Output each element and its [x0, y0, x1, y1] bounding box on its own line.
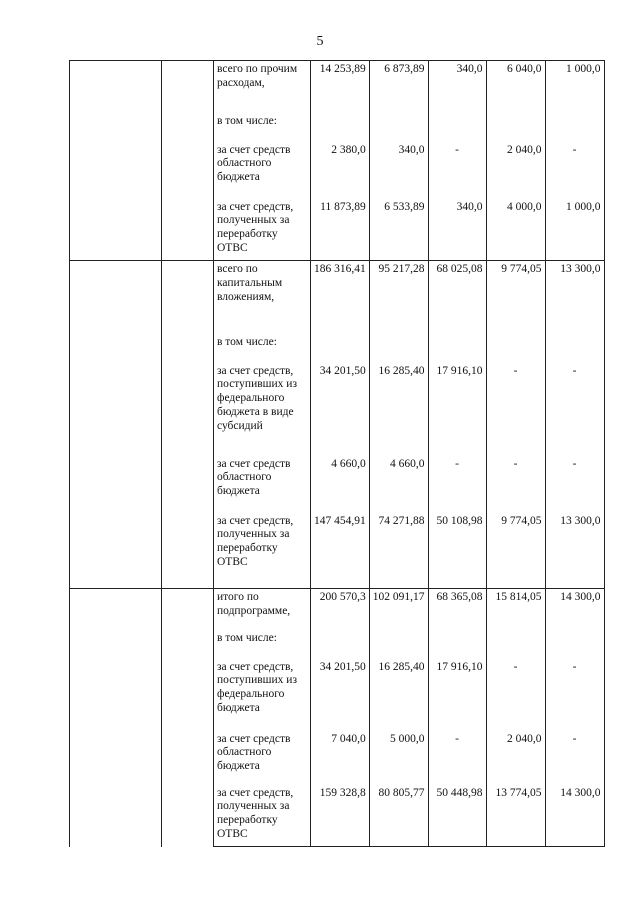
- year-1-value-cell: 5 000,0: [369, 731, 428, 785]
- year-2-value-cell: 17 916,10: [428, 659, 486, 731]
- year-4-value-cell: 14 300,0: [545, 589, 604, 630]
- total-value-cell: 34 201,50: [311, 659, 370, 731]
- year-1-value-cell: [369, 630, 428, 659]
- year-2-value-cell: [428, 630, 486, 659]
- row-label: за счет средств областного бюджета: [214, 731, 311, 785]
- year-4-value-cell: [545, 630, 604, 659]
- year-4-value-cell: 14 300,0: [545, 785, 604, 847]
- year-2-value-cell: 17 916,10: [428, 363, 486, 456]
- total-value-cell: 2 380,0: [311, 142, 370, 199]
- year-4-value-cell: 1 000,0: [545, 199, 604, 261]
- year-1-value-cell: 95 217,28: [369, 261, 428, 334]
- total-value-cell: 147 454,91: [311, 513, 370, 589]
- row-label: в том числе:: [214, 630, 311, 659]
- year-3-value-cell: 13 774,05: [486, 785, 545, 847]
- program-name-cell: [70, 61, 162, 261]
- year-4-value-cell: 1 000,0: [545, 61, 604, 113]
- year-2-value-cell: 340,0: [428, 199, 486, 261]
- table-body: [70, 61, 605, 847]
- total-value-cell: 34 201,50: [311, 363, 370, 456]
- total-value-cell: 7 040,0: [311, 731, 370, 785]
- program-name-cell: [70, 261, 162, 589]
- year-1-value-cell: [369, 334, 428, 363]
- year-2-value-cell: -: [428, 731, 486, 785]
- row-label: в том числе:: [214, 334, 311, 363]
- year-3-value-cell: 2 040,0: [486, 731, 545, 785]
- year-2-value-cell: 68 365,08: [428, 589, 486, 630]
- total-value-cell: [311, 630, 370, 659]
- row-label: за счет средств, полученных за переработку ОТВС: [214, 785, 311, 847]
- year-1-value-cell: 80 805,77: [369, 785, 428, 847]
- row-label: всего по прочим расходам,: [214, 61, 311, 113]
- year-4-value-cell: -: [545, 456, 604, 513]
- row-label: итого по подпрограмме,: [214, 589, 311, 630]
- year-2-value-cell: 340,0: [428, 61, 486, 113]
- row-label: в том числе:: [214, 113, 311, 142]
- executor-cell: [162, 61, 214, 261]
- year-3-value-cell: 9 774,05: [486, 513, 545, 589]
- year-3-value-cell: 2 040,0: [486, 142, 545, 199]
- year-2-value-cell: 50 448,98: [428, 785, 486, 847]
- executor-cell: [162, 589, 214, 847]
- table-row: [70, 589, 605, 630]
- table-row: [70, 261, 605, 334]
- year-1-value-cell: 6 873,89: [369, 61, 428, 113]
- year-4-value-cell: -: [545, 659, 604, 731]
- year-1-value-cell: 102 091,17: [369, 589, 428, 630]
- year-4-value-cell: -: [545, 731, 604, 785]
- row-label: за счет средств областного бюджета: [214, 142, 311, 199]
- year-2-value-cell: -: [428, 456, 486, 513]
- page-number: 5: [316, 34, 324, 49]
- total-value-cell: 186 316,41: [311, 261, 370, 334]
- year-2-value-cell: -: [428, 142, 486, 199]
- year-3-value-cell: 9 774,05: [486, 261, 545, 334]
- program-name-cell: [70, 589, 162, 847]
- year-1-value-cell: 6 533,89: [369, 199, 428, 261]
- row-label: всего по капитальным вложениям,: [214, 261, 311, 334]
- year-1-value-cell: 16 285,40: [369, 659, 428, 731]
- total-value-cell: 200 570,3: [311, 589, 370, 630]
- year-3-value-cell: 6 040,0: [486, 61, 545, 113]
- total-value-cell: 159 328,8: [311, 785, 370, 847]
- row-label: за счет средств, поступивших из федерального бюджета: [214, 659, 311, 731]
- year-1-value-cell: 340,0: [369, 142, 428, 199]
- year-3-value-cell: [486, 334, 545, 363]
- year-1-value-cell: 4 660,0: [369, 456, 428, 513]
- total-value-cell: [311, 334, 370, 363]
- total-value-cell: 14 253,89: [311, 61, 370, 113]
- total-value-cell: 4 660,0: [311, 456, 370, 513]
- year-2-value-cell: [428, 334, 486, 363]
- year-4-value-cell: -: [545, 142, 604, 199]
- year-1-value-cell: 74 271,88: [369, 513, 428, 589]
- year-3-value-cell: -: [486, 363, 545, 456]
- row-label: за счет средств областного бюджета: [214, 456, 311, 513]
- executor-cell: [162, 261, 214, 589]
- total-value-cell: 11 873,89: [311, 199, 370, 261]
- year-2-value-cell: [428, 113, 486, 142]
- year-3-value-cell: [486, 113, 545, 142]
- year-1-value-cell: [369, 113, 428, 142]
- year-2-value-cell: 68 025,08: [428, 261, 486, 334]
- year-4-value-cell: [545, 334, 604, 363]
- total-value-cell: [311, 113, 370, 142]
- year-3-value-cell: 15 814,05: [486, 589, 545, 630]
- year-3-value-cell: [486, 630, 545, 659]
- budget-table: [69, 60, 605, 847]
- table-row: [70, 61, 605, 113]
- year-4-value-cell: -: [545, 363, 604, 456]
- row-label: за счет средств, полученных за переработку ОТВС: [214, 513, 311, 589]
- row-label: за счет средств, поступивших из федерального бюджета в виде субсидий: [214, 363, 311, 456]
- row-label: за счет средств, полученных за переработку ОТВС: [214, 199, 311, 261]
- year-3-value-cell: 4 000,0: [486, 199, 545, 261]
- year-1-value-cell: 16 285,40: [369, 363, 428, 456]
- year-3-value-cell: -: [486, 659, 545, 731]
- year-4-value-cell: 13 300,0: [545, 513, 604, 589]
- year-3-value-cell: -: [486, 456, 545, 513]
- year-2-value-cell: 50 108,98: [428, 513, 486, 589]
- year-4-value-cell: 13 300,0: [545, 261, 604, 334]
- year-4-value-cell: [545, 113, 604, 142]
